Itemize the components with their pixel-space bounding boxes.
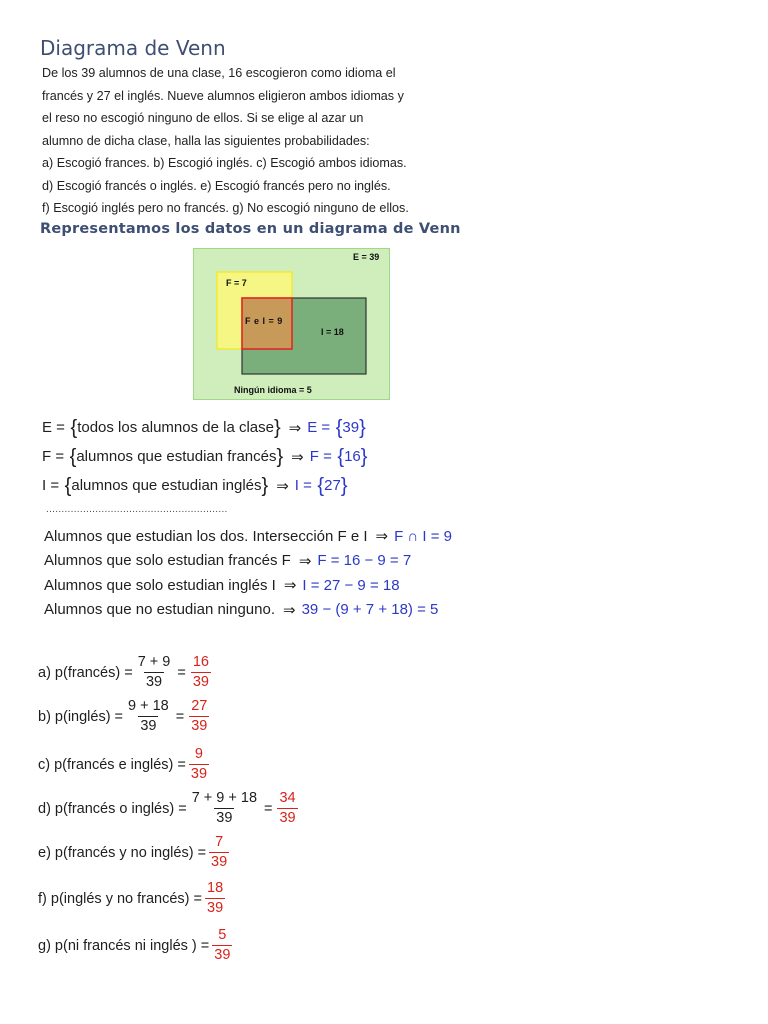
- intro-line: d) Escogió francés o inglés. e) Escogió francés pero no inglés.: [42, 178, 391, 193]
- fraction-result: [277, 790, 297, 827]
- numerator: 7 + 9: [137, 654, 171, 670]
- probability-label: g) p(ni francés ni inglés ) =: [38, 937, 210, 954]
- fraction-expression: [126, 698, 171, 735]
- numerator: 9: [194, 746, 203, 762]
- intro-line: De los 39 alumnos de una clase, 16 escogieron como idioma el: [42, 66, 396, 80]
- set-definitions: [42, 413, 367, 500]
- section-heading: Representamos los datos en un diagrama de Venn: [40, 221, 461, 237]
- fact-row: [44, 573, 452, 598]
- fraction-expression: [190, 790, 259, 827]
- denominator: 39: [279, 810, 296, 826]
- fact-text: Alumnos que solo estudian inglés I: [44, 576, 276, 594]
- equals-sign: =: [175, 708, 185, 725]
- numerator: 27: [191, 698, 208, 714]
- probability-row-d: [38, 790, 301, 827]
- probability-label: c) p(francés e inglés) =: [38, 756, 186, 773]
- dotted-separator: ...........................................................: [46, 504, 228, 515]
- fraction-result: [191, 654, 211, 691]
- facts-list: [44, 524, 452, 622]
- numerator: 34: [279, 790, 296, 806]
- intro-line: f) Escogió inglés pero no francés. g) No escogió ninguno de ellos.: [42, 201, 409, 215]
- numerator: 18: [207, 880, 224, 896]
- brace-open: {: [64, 416, 78, 439]
- probability-label: d) p(francés o inglés) =: [38, 800, 187, 817]
- probability-label: b) p(inglés) =: [38, 708, 124, 725]
- set-definition-row: [42, 413, 367, 442]
- fact-row: [44, 549, 452, 574]
- denominator: 39: [140, 718, 157, 734]
- french-only-label: F = 7: [226, 278, 247, 288]
- fact-result: F = 16 − 9 = 7: [317, 552, 412, 570]
- universe-label: E = 39: [353, 252, 380, 262]
- numerator: 9 + 18: [128, 698, 169, 714]
- set-result-name: I =: [294, 477, 312, 494]
- equals-sign: =: [264, 800, 273, 817]
- brace-close: }: [276, 445, 284, 468]
- set-description: alumnos que estudian francés: [76, 448, 277, 465]
- denominator: 39: [216, 810, 233, 826]
- fraction-result: [189, 746, 209, 783]
- set-result-name: E =: [307, 419, 331, 436]
- set-definition-row: [42, 471, 367, 500]
- intro-line: francés y 27 el inglés. Nueve alumnos eligieron ambos idiomas y: [42, 88, 404, 103]
- probability-row-b: [38, 698, 212, 735]
- set-cardinality: 27: [324, 477, 341, 494]
- fact-text: Alumnos que no estudian ninguno.: [44, 601, 276, 619]
- probability-label: e) p(francés y no inglés) =: [38, 844, 207, 861]
- numerator: 16: [192, 654, 209, 670]
- implies-icon: ⇒: [298, 552, 312, 570]
- set-description: alumnos que estudian inglés: [71, 477, 262, 494]
- fact-result: F ∩ I = 9: [394, 527, 452, 545]
- numerator: 7: [215, 834, 224, 850]
- fraction-expression: [136, 654, 173, 691]
- probability-row-a: [38, 654, 214, 691]
- brace-open: {: [330, 416, 343, 439]
- implies-icon: ⇒: [291, 448, 304, 466]
- set-name: E =: [42, 419, 65, 436]
- set-result-name: F =: [309, 448, 332, 465]
- intro-line: alumno de dicha clase, halla las siguientes probabilidades:: [42, 133, 370, 148]
- set-name: I =: [42, 477, 60, 494]
- set-cardinality: 16: [344, 448, 361, 465]
- venn-diagram: [193, 248, 390, 400]
- fact-text: Alumnos que estudian los dos. Intersección F e I: [44, 527, 368, 545]
- denominator: 39: [207, 900, 224, 916]
- fact-text: Alumnos que solo estudian francés F: [44, 552, 291, 570]
- brace-open: {: [331, 445, 345, 468]
- denominator: 39: [190, 766, 208, 782]
- none-label: Ningún idioma = 5: [234, 385, 312, 395]
- brace-open: {: [311, 474, 325, 497]
- implies-icon: ⇒: [276, 477, 289, 495]
- denominator: 39: [145, 674, 163, 690]
- probability-row-c: [38, 746, 212, 783]
- denominator: 39: [211, 854, 228, 870]
- fact-result: I = 27 − 9 = 18: [302, 576, 400, 594]
- intro-line: el reso no escogió ninguno de ellos. Si se elige al azar un: [42, 111, 364, 125]
- numerator: 7 + 9 + 18: [191, 790, 258, 806]
- implies-icon: ⇒: [288, 419, 302, 437]
- set-description: todos los alumnos de la clase: [77, 419, 274, 436]
- probability-row-g: [38, 927, 235, 964]
- brace-close: }: [360, 445, 368, 468]
- brace-close: }: [273, 416, 281, 439]
- set-name: F =: [42, 448, 65, 465]
- problem-statement: [42, 62, 482, 220]
- denominator: 39: [192, 674, 209, 690]
- intersection-label: F e I = 9: [245, 316, 283, 326]
- fraction-result: [209, 834, 229, 871]
- fraction-result: [212, 927, 232, 964]
- brace-close: }: [340, 474, 348, 497]
- brace-close: }: [261, 474, 269, 497]
- fact-row: [44, 598, 452, 623]
- set-cardinality: 39: [342, 419, 360, 436]
- fact-result: 39 − (9 + 7 + 18) = 5: [301, 601, 439, 619]
- brace-open: {: [59, 474, 72, 497]
- implies-icon: ⇒: [283, 577, 297, 595]
- brace-close: }: [359, 416, 366, 439]
- probability-label: a) p(francés) =: [38, 664, 133, 681]
- denominator: 39: [191, 718, 208, 734]
- set-definition-row: [42, 442, 367, 471]
- page-title: Diagrama de Venn: [40, 36, 226, 60]
- probability-row-f: [38, 880, 228, 917]
- probability-label: f) p(inglés y no francés) =: [38, 890, 203, 907]
- fact-row: [44, 524, 452, 549]
- brace-open: {: [64, 445, 77, 468]
- english-only-label: I = 18: [321, 327, 344, 337]
- implies-icon: ⇒: [375, 528, 389, 546]
- implies-icon: ⇒: [283, 601, 296, 619]
- intro-line: a) Escogió frances. b) Escogió inglés. c) Escogió ambos idiomas.: [42, 156, 407, 170]
- fraction-result: [205, 880, 225, 917]
- equals-sign: =: [177, 664, 186, 681]
- fraction-result: [189, 698, 209, 735]
- numerator: 5: [218, 927, 227, 943]
- denominator: 39: [214, 947, 231, 963]
- probability-row-e: [38, 834, 232, 871]
